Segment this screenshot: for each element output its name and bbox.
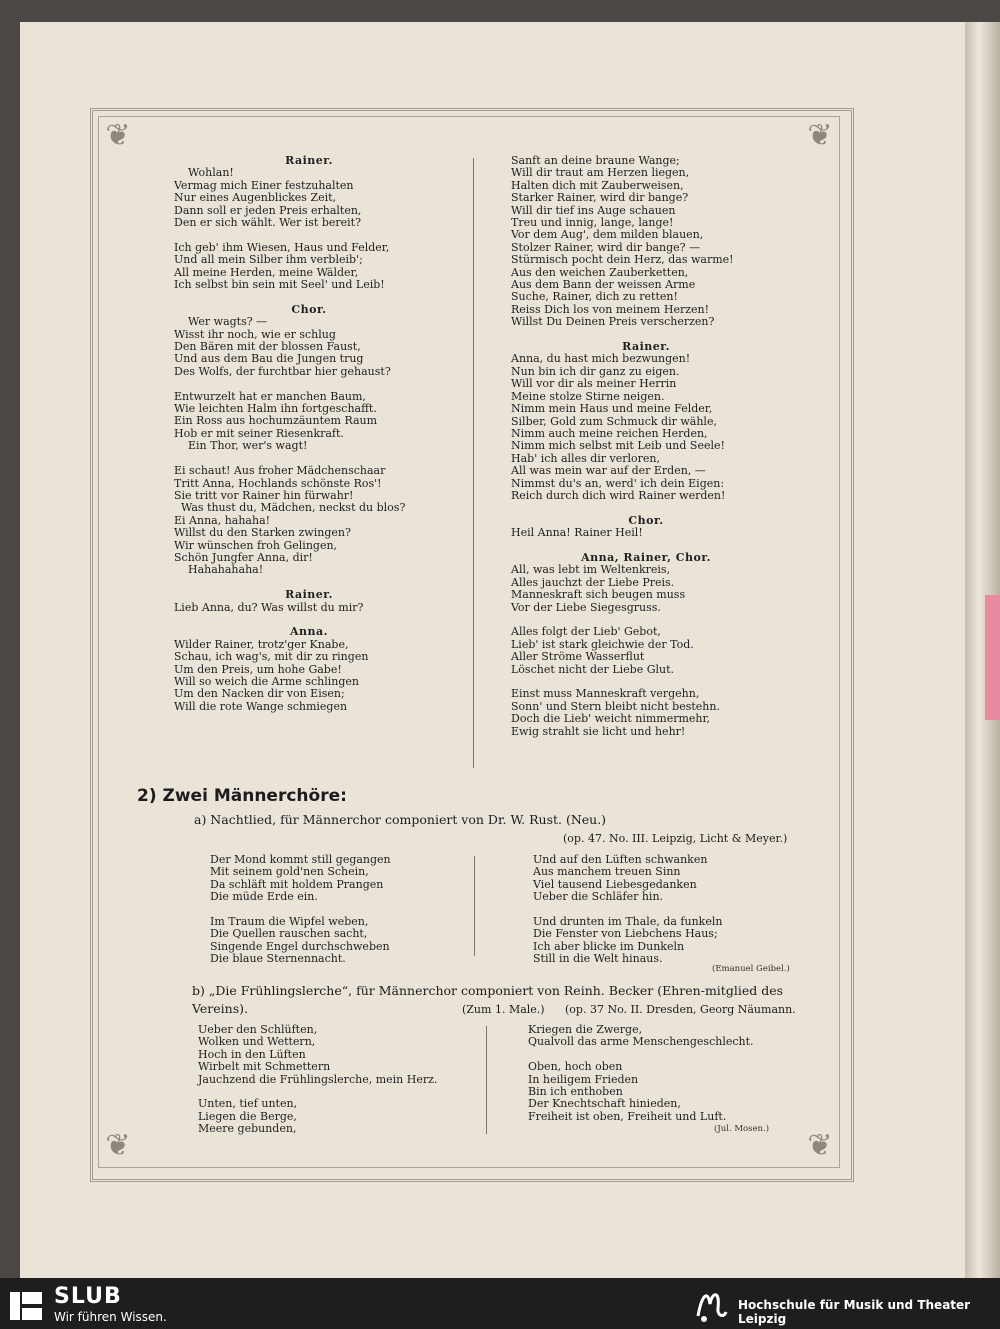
verse-line: Meine stolze Stirne neigen. xyxy=(511,389,665,403)
ornament-icon: ❦ xyxy=(105,1128,131,1163)
verse-line: Die Fenster von Liebchens Haus; xyxy=(533,927,718,941)
verse-line: Nimmst du's an, werd' ich dein Eigen: xyxy=(511,476,725,490)
verse-line: Willst du den Starken zwingen? xyxy=(174,526,351,540)
stanza-gap xyxy=(174,291,444,303)
verse-line: Und auf den Lüften schwanken xyxy=(533,853,708,866)
verse-line: Wie leichten Halm ihn fortgeschafft. xyxy=(174,402,377,416)
verse-line: Wohlan! xyxy=(174,166,234,180)
verse-line: All was mein war auf der Erden, — xyxy=(511,464,706,478)
speaker-heading: Chor. xyxy=(628,513,664,527)
verse-line: Und aus dem Bau die Jungen trug xyxy=(174,352,364,366)
verse-line: Ei schaut! Aus froher Mädchenschaar xyxy=(174,464,386,478)
verse-line: Schön Jungfer Anna, dir! xyxy=(174,550,313,564)
verse-line: Starker Rainer, wird dir bange? xyxy=(511,191,689,205)
verse-line: Die blaue Sternennacht. xyxy=(210,952,346,966)
verse-line: Sanft an deine braune Wange; xyxy=(511,154,680,167)
stanza-gap xyxy=(174,229,444,241)
piece-b-right xyxy=(528,1024,798,1123)
hmt-logo-icon xyxy=(694,1286,730,1324)
verse-line: Ueber den Schlüften, xyxy=(198,1023,318,1036)
verse-line: Ein Thor, wer's wagt! xyxy=(174,439,308,453)
hmt-name: Hochschule für Musik und Theater Leipzig xyxy=(738,1298,971,1326)
verse-line: Ueber die Schläfer hin. xyxy=(533,890,664,904)
verse-line: Will dir traut am Herzen liegen, xyxy=(511,166,690,180)
verse-line: Löschet nicht der Liebe Glut. xyxy=(511,662,675,676)
verse-line: Oben, hoch oben xyxy=(528,1060,623,1074)
verse-line: Den Bären mit der blossen Faust, xyxy=(174,340,361,354)
verse-line: Unten, tief unten, xyxy=(198,1097,298,1111)
verse-line: Lieb' ist stark gleichwie der Tod. xyxy=(511,637,694,651)
verse-line: Viel tausend Liebesgedanken xyxy=(533,877,697,891)
slub-title: SLUB xyxy=(54,1284,122,1309)
verse-line: Und all mein Silber ihm verbleib'; xyxy=(174,253,363,267)
piece-b-title: b) „Die Frühlingslerche“, für Männerchor componiert von Reinh. Becker (Ehren-mitglied des Vereins). xyxy=(192,983,784,1016)
verse-line: All, was lebt im Weltenkreis, xyxy=(511,563,671,577)
speaker-heading: Anna, Rainer, Chor. xyxy=(581,550,711,564)
verse-line: Bin ich enthoben xyxy=(528,1085,623,1099)
verse-line: All meine Herden, meine Wälder, xyxy=(174,265,359,279)
verse-line: Was thust du, Mädchen, neckst du blos? xyxy=(174,501,406,515)
verse-line: Doch die Lieb' weicht nimmermehr, xyxy=(511,712,711,726)
verse-line: Will dir tief ins Auge schauen xyxy=(511,203,676,217)
verse-line: Lieb Anna, du? Was willst du mir? xyxy=(174,600,364,614)
verse-line: Ei Anna, hahaha! xyxy=(174,513,271,527)
piece-a-details: (op. 47. No. III. Leipzig, Licht & Meyer.) xyxy=(563,832,788,845)
verse-line: Hoch in den Lüften xyxy=(198,1047,306,1061)
verse-line: Will vor dir als meiner Herrin xyxy=(511,377,677,391)
verse-line: Hahahahaha! xyxy=(174,563,264,577)
verse-line: Tritt Anna, Hochlands schönste Ros'! xyxy=(174,476,382,490)
stanza-gap xyxy=(511,502,781,514)
piece-b-zum: (Zum 1. Male.) xyxy=(462,1003,545,1016)
verse-line: Anna, du hast mich bezwungen! xyxy=(511,352,691,366)
verse-line: Heil Anna! Rainer Heil! xyxy=(511,526,643,540)
verse-line: Sie tritt vor Rainer hin fürwahr! xyxy=(174,488,354,502)
verse-line: Halten dich mit Zauberweisen, xyxy=(511,178,684,192)
verse-line: Des Wolfs, der furchtbar hier gehaust? xyxy=(174,364,391,378)
speaker-heading: Anna. xyxy=(290,625,328,639)
verse-line: Wilder Rainer, trotz'ger Knabe, xyxy=(174,637,349,651)
verse-line: Vor der Liebe Siegesgruss. xyxy=(511,600,661,614)
verse-line: Aus manchem treuen Sinn xyxy=(533,865,681,879)
verse-line: Ich geb' ihm Wiesen, Haus und Felder, xyxy=(174,240,390,254)
verse-line: Aller Ströme Wasserflut xyxy=(511,650,645,664)
verse-line: In heiligem Frieden xyxy=(528,1072,639,1086)
verse-line: Alles jauchzt der Liebe Preis. xyxy=(511,575,675,589)
verse-line: Und drunten im Thale, da funkeln xyxy=(533,915,723,929)
piece-b-details: (op. 37 No. II. Dresden, Georg Näumann. xyxy=(565,1003,796,1016)
verse-line: Um den Nacken dir von Eisen; xyxy=(174,687,345,701)
verse-line: Dann soll er jeden Preis erhalten, xyxy=(174,203,362,217)
piece-a-title: a) Nachtlied, für Männerchor componiert von Dr. W. Rust. (Neu.) xyxy=(194,812,607,827)
verse-line: Aus den weichen Zauberketten, xyxy=(511,265,689,279)
verse-line: Will so weich die Arme schlingen xyxy=(174,674,359,688)
verse-line: Den er sich wählt. Wer ist bereit? xyxy=(174,216,361,230)
verse-line: Vermag mich Einer festzuhalten xyxy=(174,178,354,192)
ornament-icon: ❦ xyxy=(807,118,833,153)
speaker-heading: Rainer. xyxy=(285,588,333,602)
verse-line: Die Quellen rauschen sacht, xyxy=(210,927,368,941)
verse-line: Nur eines Augenblickes Zeit, xyxy=(174,191,337,205)
verse-line: Silber, Gold zum Schmuck dir wähle, xyxy=(511,414,717,428)
verse-line: Wer wagts? — xyxy=(174,315,268,329)
verse-line: Nun bin ich dir ganz zu eigen. xyxy=(511,364,680,378)
verse-line: Liegen die Berge, xyxy=(198,1109,297,1123)
verse-line: Ewig strahlt sie licht und hehr! xyxy=(511,724,686,738)
piece-b-author: (Jul. Mosen.) xyxy=(714,1124,770,1134)
speaker-heading: Rainer. xyxy=(622,340,670,354)
verse-line: Der Knechtschaft hinieden, xyxy=(528,1097,681,1111)
ornament-icon: ❦ xyxy=(807,1128,833,1163)
verse-line: Will die rote Wange schmiegen xyxy=(174,699,348,713)
verse-line: Hab' ich alles dir verloren, xyxy=(511,451,661,465)
lyrics-left-column xyxy=(174,155,444,713)
verse-line: Hob er mit seiner Riesenkraft. xyxy=(174,426,344,440)
verse-line: Manneskraft sich beugen muss xyxy=(511,588,686,602)
verse-line: Wolken und Wettern, xyxy=(198,1035,316,1049)
verse-line: Wisst ihr noch, wie er schlug xyxy=(174,327,336,341)
footer-bar xyxy=(0,1278,1000,1329)
section-heading: 2) Zwei Männerchöre: xyxy=(137,786,347,806)
piece-b-left xyxy=(198,1024,478,1136)
verse-line: Nimm mein Haus und meine Felder, xyxy=(511,402,713,416)
verse-line: Der Mond kommt still gegangen xyxy=(210,853,391,866)
verse-line: Schau, ich wag's, mit dir zu ringen xyxy=(174,650,369,664)
verse-line: Suche, Rainer, dich zu retten! xyxy=(511,290,678,304)
verse-line: Wirbelt mit Schmettern xyxy=(198,1060,331,1074)
verse-line: Ich selbst bin sein mit Seel' und Leib! xyxy=(174,278,385,292)
verse-line: Meere gebunden, xyxy=(198,1122,297,1136)
verse-line: Wir wünschen froh Gelingen, xyxy=(174,538,338,552)
verse-line: Nimm mich selbst mit Leib und Seele! xyxy=(511,439,725,453)
verse-line: Freiheit ist oben, Freiheit und Luft. xyxy=(528,1109,727,1123)
verse-line: Vor dem Aug', dem milden blauen, xyxy=(511,228,704,242)
verse-line: Ich aber blicke im Dunkeln xyxy=(533,939,685,953)
lyrics-right-column xyxy=(511,155,781,738)
verse-line: Kriegen die Zwerge, xyxy=(528,1023,643,1036)
bookmark-tab xyxy=(985,595,1000,720)
verse-line: Alles folgt der Lieb' Gebot, xyxy=(511,625,661,639)
verse-line: Entwurzelt hat er manchen Baum, xyxy=(174,389,366,403)
piece-a-right xyxy=(533,854,783,966)
verse-line: Reiss Dich los von meinem Herzen! xyxy=(511,302,710,316)
verse-line: Jauchzend die Frühlingslerche, mein Herz. xyxy=(198,1072,438,1086)
verse-line: Ein Ross aus hochumzäuntem Raum xyxy=(174,414,378,428)
speaker-heading: Rainer. xyxy=(285,154,333,167)
piece-a-left xyxy=(210,854,460,966)
verse-line: Sonn' und Stern bleibt nicht bestehn. xyxy=(511,699,720,713)
verse-line: Qualvoll das arme Menschengeschlecht. xyxy=(528,1035,754,1049)
verse-line: Singende Engel durchschweben xyxy=(210,939,390,953)
column-divider xyxy=(474,856,475,956)
verse-line: Einst muss Manneskraft vergehn, xyxy=(511,687,700,701)
verse-line: Reich durch dich wird Rainer werden! xyxy=(511,488,726,502)
verse-line: Treu und innig, lange, lange! xyxy=(511,216,674,230)
ornament-icon: ❦ xyxy=(105,118,131,153)
verse-line: Die müde Erde ein. xyxy=(210,890,318,904)
piece-a-author: (Emanuel Geibel.) xyxy=(712,964,790,974)
column-divider xyxy=(473,158,474,768)
slub-logo-icon xyxy=(8,1288,44,1324)
stanza-gap xyxy=(174,378,444,390)
verse-line: Da schläft mit holdem Prangen xyxy=(210,877,384,891)
verse-line: Stolzer Rainer, wird dir bange? — xyxy=(511,240,701,254)
speaker-heading: Chor. xyxy=(291,302,327,316)
verse-line: Um den Preis, um hohe Gabe! xyxy=(174,662,342,676)
verse-line: Still in die Welt hinaus. xyxy=(533,952,663,966)
verse-line: Aus dem Bann der weissen Arme xyxy=(511,278,696,292)
column-divider xyxy=(486,1026,487,1134)
slub-subtitle: Wir führen Wissen. xyxy=(54,1310,167,1324)
verse-line: Im Traum die Wipfel weben, xyxy=(210,915,369,929)
verse-line: Mit seinem gold'nen Schein, xyxy=(210,865,369,879)
verse-line: Willst Du Deinen Preis verscherzen? xyxy=(511,315,715,329)
verse-line: Nimm auch meine reichen Herden, xyxy=(511,426,708,440)
verse-line: Stürmisch pocht dein Herz, das warme! xyxy=(511,253,734,267)
